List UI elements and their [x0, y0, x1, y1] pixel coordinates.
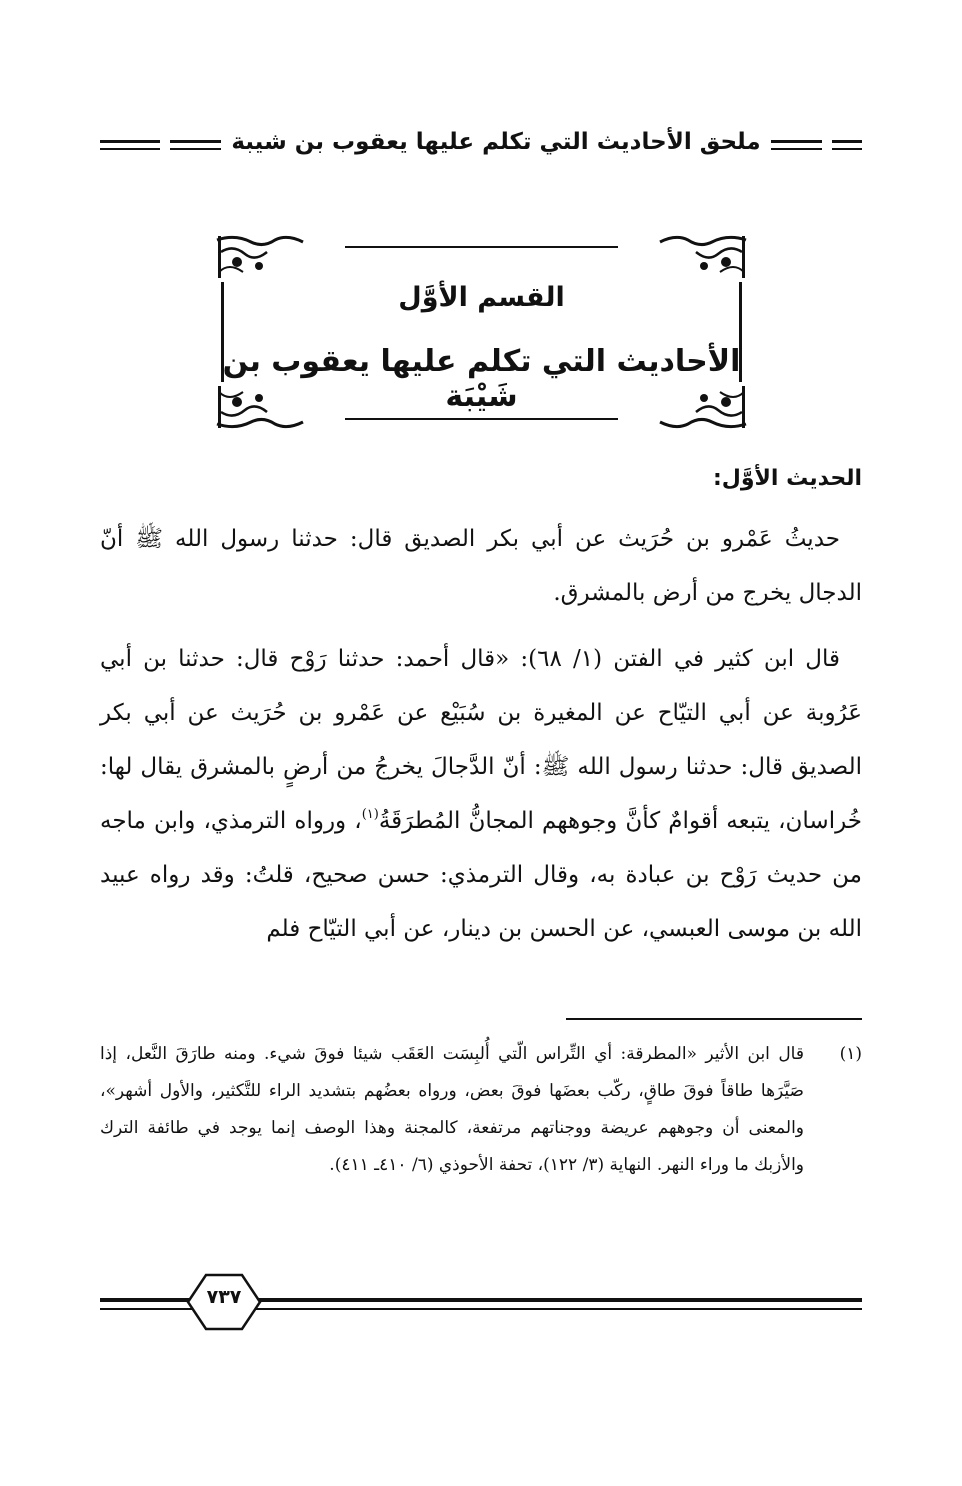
paragraph-2-text-a: قال ابن كثير في الفتن (١/ ٦٨): «قال أحمد: حدثنا رَوْح قال: حدثنا بن أبي عَرُوبة عن أبي التيّاح عن المغيرة بن سُبَيْع عن عَمْرو بن حُرَيث عن أبي بكر الصديق قال: حدثنا رسول الله ﷺ: أنّ الدَّجالَ يخرجُ من أرضٍ بالمشرق يقال لها: خُراسان، يتبعه أقوامٌ كأنَّ وجوههم المجانُّ المُطرَقَةُ	[100, 646, 862, 834]
part-title: الأحاديث التي تكلم عليها يعقوب بن شَيْبَة	[222, 344, 741, 414]
corner-ornament-icon	[215, 232, 305, 278]
paragraph-2-text-b: ، ورواه الترمذي، وابن ماجه من حديث رَوْح بن عبادة به، وقال الترمذي: حسن صحيح، قلتُ: وقد رواه عبيد الله بن موسى العبسي، عن الحسن بن دينار، عن أبي التيّاح فلم	[100, 808, 862, 942]
hadith-heading: الحديث الأوَّل:	[712, 466, 862, 491]
footnote-number: (١)	[839, 1044, 862, 1064]
page-number: ٧٣٧	[206, 1286, 242, 1308]
body-paragraph-1	[100, 512, 862, 620]
section-title-frame	[215, 232, 748, 432]
header-rule-left	[100, 140, 160, 150]
body-paragraph-2	[100, 632, 862, 956]
footer-rule-right	[244, 1298, 862, 1310]
part-label: القسم الأوَّل	[398, 282, 565, 313]
running-header	[100, 126, 862, 162]
footnote-reference[interactable]: (١)	[361, 807, 379, 822]
footnote-text: قال ابن الأثير «المطرقة: أي التِّراس الّتي أُلبِسَت العَقَب شيئا فوقَ شيء. ومنه طارَقَ النَّعل، إذا صَيَّرَها طاقاً فوقَ طاقٍ، ركّب بعضَها فوقَ بعض، ورواه بعضُهم بتشديد الراء للتَّكثير، والأول أشهر»، والمعنى أن وجوههم عريضة ووجناتهم مرتفعة، كالمجنة وهذا الوصف إنما يوجد في طائفة الترك والأزبك ما وراء النهر. النهاية (٣/ ١٢٢)، تحفة الأحوذي (٦/ ٤١٠ـ ٤١١).	[100, 1044, 804, 1175]
paragraph-1-text: حديثُ عَمْرو بن حُرَيث عن أبي بكر الصديق قال: حدثنا رسول الله ﷺ أنّ الدجال يخرج من أرض بالمشرق.	[100, 526, 862, 606]
corner-ornament-icon	[658, 232, 748, 278]
page-footer	[100, 1272, 862, 1332]
frame-top-line	[345, 246, 618, 248]
footnote	[100, 1036, 862, 1184]
frame-bottom-line	[345, 418, 618, 420]
footnote-separator	[566, 1018, 862, 1020]
running-title-text: ملحق الأحاديث التي تكلم عليها يعقوب بن شيبة	[221, 126, 770, 158]
running-title	[170, 126, 822, 158]
header-rule-right	[832, 140, 862, 150]
